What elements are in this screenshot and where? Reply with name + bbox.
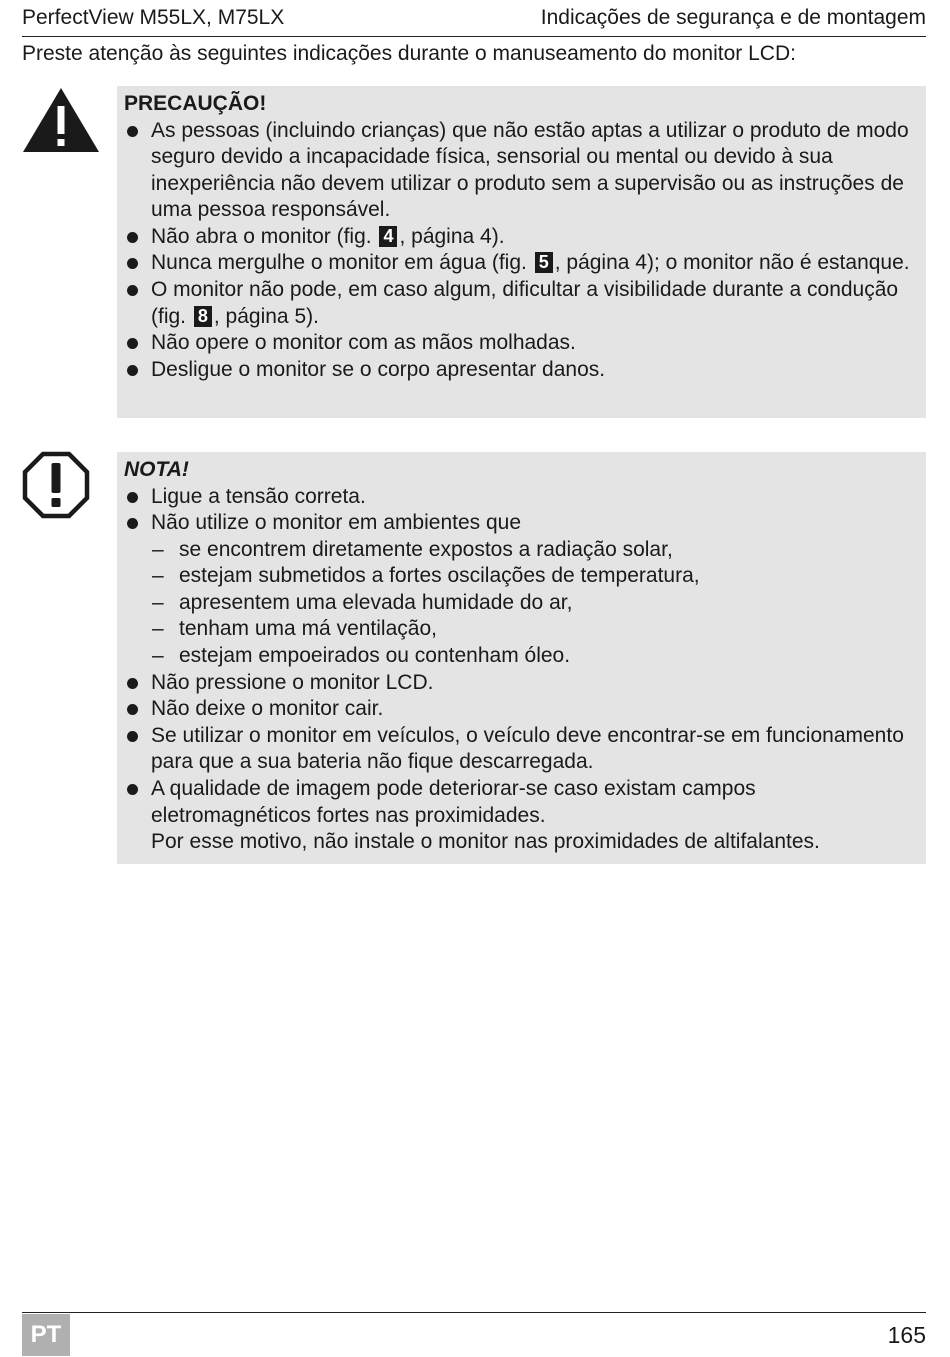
list-item: Não pressione o monitor LCD. bbox=[124, 670, 918, 697]
list-item: Não utilize o monitor em ambientes que bbox=[124, 510, 918, 537]
header-section-title: Indicações de segurança e de montagem bbox=[540, 6, 926, 29]
sub-list-item: – estejam empoeirados ou contenham óleo. bbox=[124, 643, 918, 670]
caution-title: PRECAUÇÃO! bbox=[124, 92, 267, 115]
note-list bbox=[124, 484, 918, 856]
list-item: Não abra o monitor (fig. 4 , página 4). bbox=[124, 224, 918, 251]
page-number: 165 bbox=[887, 1322, 926, 1348]
exclamation-octagon-icon bbox=[22, 451, 90, 519]
list-item: Ligue a tensão correta. bbox=[124, 484, 918, 511]
sub-list-item: – apresentem uma elevada humidade do ar, bbox=[124, 590, 918, 617]
footer-divider bbox=[22, 1312, 926, 1313]
list-item: As pessoas (incluindo crianças) que não estão aptas a utilizar o produto de modo seguro devido a incapacidade física, sensorial ou mental ou devido à sua inexperiência não devem utilizar o produto sem a supervisão ou as instruções de uma pessoa responsável. bbox=[124, 118, 918, 224]
list-item: Desligue o monitor se o corpo apresentar danos. bbox=[124, 357, 918, 384]
list-item: Não deixe o monitor cair. bbox=[124, 696, 918, 723]
note-title: NOTA! bbox=[124, 458, 189, 481]
page-header bbox=[22, 6, 926, 37]
list-item: O monitor não pode, em caso algum, dificultar a visibilidade durante a condução (fig. 8 , página 5). bbox=[124, 277, 918, 330]
note-box bbox=[117, 452, 926, 864]
figure-ref-badge: 8 bbox=[194, 306, 212, 327]
sub-list-item: – se encontrem diretamente expostos a radiação solar, bbox=[124, 537, 918, 564]
list-item-continuation: Por esse motivo, não instale o monitor nas proximidades de altifalantes. bbox=[151, 830, 820, 854]
list-item: Se utilizar o monitor em veículos, o veículo deve encontrar-se em funcionamento para que a sua bateria não fique descarregada. bbox=[124, 723, 918, 776]
list-item: Não opere o monitor com as mãos molhadas. bbox=[124, 330, 918, 357]
caution-list bbox=[124, 118, 918, 384]
language-badge: PT bbox=[22, 1314, 70, 1356]
header-product-name: PerfectView M55LX, M75LX bbox=[22, 6, 285, 29]
figure-ref-badge: 5 bbox=[535, 252, 553, 273]
sub-list-item: – estejam submetidos a fortes oscilações de temperatura, bbox=[124, 563, 918, 590]
warning-triangle-icon bbox=[22, 86, 100, 154]
figure-ref-badge: 4 bbox=[379, 226, 397, 247]
sub-list-item: – tenham uma má ventilação, bbox=[124, 616, 918, 643]
list-item: Nunca mergulhe o monitor em água (fig. 5 , página 4); o monitor não é estanque. bbox=[124, 250, 918, 277]
caution-box bbox=[117, 86, 926, 418]
list-item: A qualidade de imagem pode deteriorar-se caso existam campos eletromagnéticos fortes nas proximidades. bbox=[124, 776, 918, 829]
intro-text: Preste atenção às seguintes indicações durante o manuseamento do monitor LCD: bbox=[22, 42, 796, 65]
